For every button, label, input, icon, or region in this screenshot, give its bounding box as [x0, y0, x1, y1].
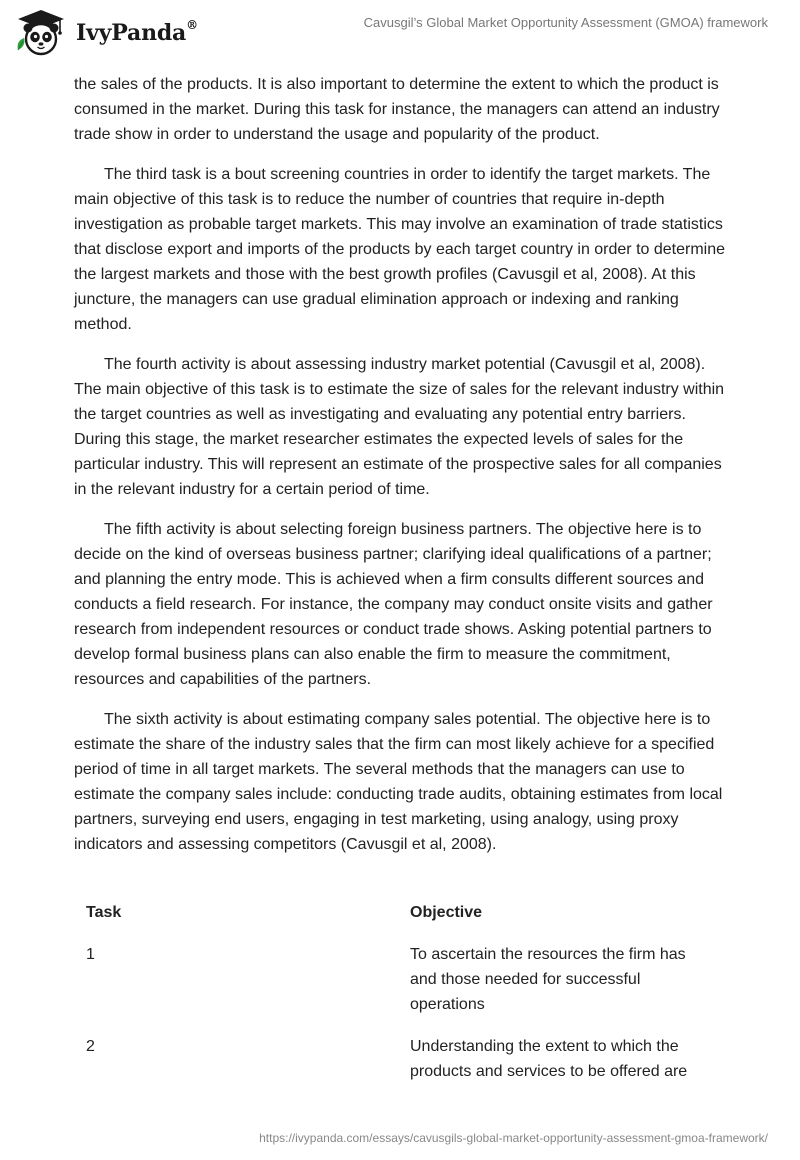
- source-url[interactable]: https://ivypanda.com/essays/cavusgils-global-market-opportunity-assessment-gmoa-framework/: [259, 1131, 768, 1145]
- panda-graduate-icon: [14, 8, 68, 58]
- brand-name: IvyPanda®: [76, 18, 198, 46]
- ivypanda-logo[interactable]: [14, 8, 224, 58]
- task-number: 2: [86, 1038, 95, 1055]
- task-objective: To ascertain the resources the firm has and those needed for successful operations: [410, 946, 686, 1013]
- table-row: [86, 1034, 726, 1084]
- paragraph-fourth-activity: The fourth activity is about assessing industry market potential (Cavusgil et al, 2008). The main objective of this task is to estimate the size of sales for the relevant industry within the target countries as well as investigating and evaluating any potential entry barriers. During this stage, the market researcher estimates the expected levels of sales for the particular industry. This will represent an estimate of the prospective sales for all companies in the relevant industry for a certain period of time.: [74, 356, 725, 498]
- column-header-task: Task: [86, 904, 122, 921]
- page-header: [0, 0, 800, 64]
- task-objective-table: [86, 900, 726, 1084]
- task-number: 1: [86, 946, 95, 963]
- table-header-row: [86, 900, 726, 942]
- column-header-objective: Objective: [410, 904, 483, 921]
- paragraph-third-task: The third task is a bout screening countries in order to identify the target markets. The main objective of this task is to reduce the number of countries that require in-depth investigation as probable target markets. This may involve an examination of trade statistics that disclose export and imports of the products by each target country in order to determine the largest markets and those with the best growth profiles (Cavusgil et al, 2008). At this juncture, the managers can use gradual elimination approach or indexing and ranking method.: [74, 166, 726, 333]
- paragraph-fifth-activity: The fifth activity is about selecting foreign business partners. The objective here is to decide on the kind of overseas business partner; clarifying ideal qualifications of a partner; and planning the entry mode. This is achieved when a firm consults different sources and conducts a field research. For instance, the company may conduct onsite visits and gather research from independent resources or conduct trade shows. Asking potential partners to develop formal business plans can also enable the firm to measure the commitment, resources and capabilities of the partners.: [74, 521, 713, 688]
- task-objective: Understanding the extent to which the products and services to be offered are: [410, 1038, 688, 1080]
- table-row: [86, 942, 726, 1034]
- document-title: Cavusgil’s Global Market Opportunity Assessment (GMOA) framework: [363, 15, 768, 30]
- paragraph-continuation: the sales of the products. It is also important to determine the extent to which the product is consumed in the market. During this task for instance, the managers can attend an industry trade show in order to understand the usage and popularity of the product.: [74, 76, 720, 143]
- essay-body: [74, 72, 734, 872]
- paragraph-sixth-activity: The sixth activity is about estimating company sales potential. The objective here is to estimate the share of the industry sales that the firm can most likely achieve for a specified period of time in all target markets. The several methods that the managers can use to estimate the company sales include: conducting trade audits, obtaining estimates from local partners, surveying end users, engaging in test marketing, using analogy, using proxy indicators and assessing competitors (Cavusgil et al, 2008).: [74, 711, 723, 853]
